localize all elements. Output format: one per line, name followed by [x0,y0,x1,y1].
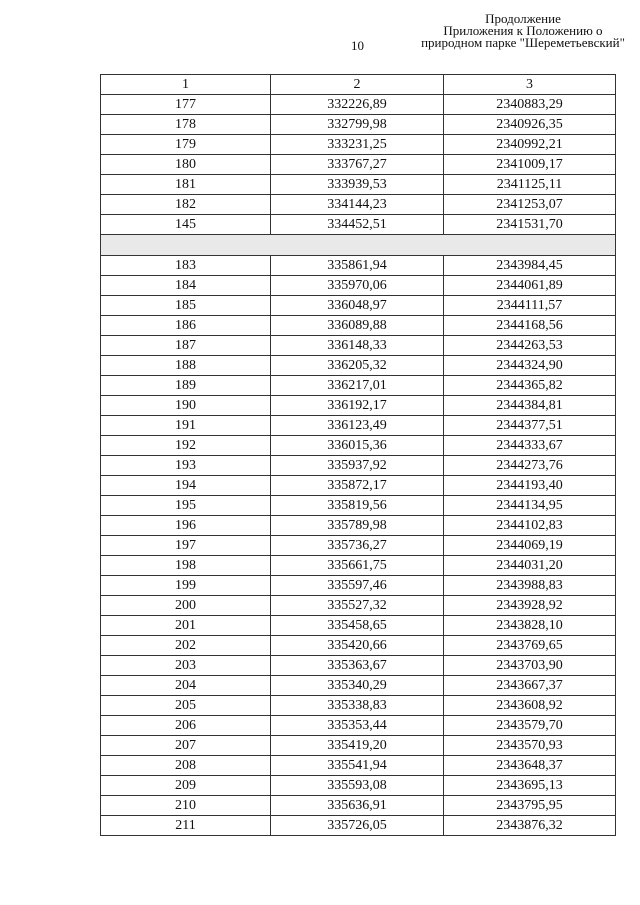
table-row [101,95,616,115]
point-number: 180 [101,155,271,175]
x-coordinate: 335937,92 [271,456,444,476]
table-row [101,276,616,296]
separator-row [101,235,616,256]
y-coordinate: 2341253,07 [444,195,616,215]
y-coordinate: 2340992,21 [444,135,616,155]
x-coordinate: 336205,32 [271,356,444,376]
y-coordinate: 2344324,90 [444,356,616,376]
table-row [101,496,616,516]
y-coordinate: 2344069,19 [444,536,616,556]
y-coordinate: 2343667,37 [444,676,616,696]
y-coordinate: 2341531,70 [444,215,616,235]
table-row [101,316,616,336]
table-row [101,696,616,716]
x-coordinate: 336123,49 [271,416,444,436]
table-row [101,356,616,376]
x-coordinate: 334452,51 [271,215,444,235]
y-coordinate: 2344193,40 [444,476,616,496]
table-row [101,336,616,356]
table-row [101,456,616,476]
table-row [101,376,616,396]
y-coordinate: 2344111,57 [444,296,616,316]
x-coordinate: 332226,89 [271,95,444,115]
y-coordinate: 2344031,20 [444,556,616,576]
y-coordinate: 2343769,65 [444,636,616,656]
y-coordinate: 2343570,93 [444,736,616,756]
column-header-1: 1 [101,75,271,95]
point-number: 201 [101,616,271,636]
y-coordinate: 2344377,51 [444,416,616,436]
point-number: 200 [101,596,271,616]
page-number: 10 [351,38,364,53]
table-row [101,296,616,316]
point-number: 211 [101,816,271,836]
x-coordinate: 335363,67 [271,656,444,676]
table-row [101,636,616,656]
x-coordinate: 335541,94 [271,756,444,776]
y-coordinate: 2340926,35 [444,115,616,135]
y-coordinate: 2344384,81 [444,396,616,416]
y-coordinate: 2344061,89 [444,276,616,296]
table-row [101,776,616,796]
y-coordinate: 2343695,13 [444,776,616,796]
point-number: 195 [101,496,271,516]
y-coordinate: 2344134,95 [444,496,616,516]
y-coordinate: 2341009,17 [444,155,616,175]
x-coordinate: 336015,36 [271,436,444,456]
table-row [101,155,616,175]
point-number: 207 [101,736,271,756]
point-number: 194 [101,476,271,496]
y-coordinate: 2344168,56 [444,316,616,336]
y-coordinate: 2344273,76 [444,456,616,476]
x-coordinate: 336192,17 [271,396,444,416]
y-coordinate: 2341125,11 [444,175,616,195]
point-number: 206 [101,716,271,736]
point-number: 145 [101,215,271,235]
point-number: 187 [101,336,271,356]
x-coordinate: 335661,75 [271,556,444,576]
point-number: 210 [101,796,271,816]
y-coordinate: 2344333,67 [444,436,616,456]
x-coordinate: 335597,46 [271,576,444,596]
table-row [101,596,616,616]
header-line-1: Продолжение [485,11,561,26]
table-row [101,536,616,556]
point-number: 203 [101,656,271,676]
point-number: 191 [101,416,271,436]
table-row [101,135,616,155]
point-number: 184 [101,276,271,296]
x-coordinate: 335970,06 [271,276,444,296]
point-number: 188 [101,356,271,376]
point-number: 197 [101,536,271,556]
table-row [101,616,616,636]
y-coordinate: 2343988,83 [444,576,616,596]
point-number: 202 [101,636,271,656]
point-number: 190 [101,396,271,416]
table-row [101,175,616,195]
x-coordinate: 333231,25 [271,135,444,155]
point-number: 186 [101,316,271,336]
x-coordinate: 335353,44 [271,716,444,736]
x-coordinate: 336048,97 [271,296,444,316]
header-line-2: Приложения к Положению о [443,23,603,38]
x-coordinate: 334144,23 [271,195,444,215]
table-row [101,736,616,756]
x-coordinate: 335819,56 [271,496,444,516]
table-row [101,716,616,736]
y-coordinate: 2343703,90 [444,656,616,676]
point-number: 179 [101,135,271,155]
y-coordinate: 2343579,70 [444,716,616,736]
x-coordinate: 333939,53 [271,175,444,195]
y-coordinate: 2343928,92 [444,596,616,616]
x-coordinate: 335419,20 [271,736,444,756]
y-coordinate: 2343984,45 [444,256,616,276]
table-row [101,756,616,776]
x-coordinate: 335340,29 [271,676,444,696]
table-row [101,195,616,215]
x-coordinate: 335458,65 [271,616,444,636]
point-number: 196 [101,516,271,536]
coordinates-table [100,74,616,836]
table-row [101,115,616,135]
table-row [101,556,616,576]
table-row [101,215,616,235]
table-row [101,516,616,536]
x-coordinate: 335338,83 [271,696,444,716]
point-number: 177 [101,95,271,115]
x-coordinate: 335789,98 [271,516,444,536]
y-coordinate: 2343876,32 [444,816,616,836]
table-row [101,816,616,836]
table-row [101,576,616,596]
table-row [101,796,616,816]
table-row [101,436,616,456]
table-row [101,396,616,416]
x-coordinate: 333767,27 [271,155,444,175]
point-number: 185 [101,296,271,316]
point-number: 209 [101,776,271,796]
point-number: 183 [101,256,271,276]
x-coordinate: 336148,33 [271,336,444,356]
y-coordinate: 2343608,92 [444,696,616,716]
y-coordinate: 2344365,82 [444,376,616,396]
point-number: 208 [101,756,271,776]
point-number: 181 [101,175,271,195]
header-line-3: природном парке "Шереметьевский" [421,35,625,50]
point-number: 199 [101,576,271,596]
table-row [101,656,616,676]
point-number: 204 [101,676,271,696]
x-coordinate: 335736,27 [271,536,444,556]
y-coordinate: 2340883,29 [444,95,616,115]
table-row [101,416,616,436]
column-header-3: 3 [444,75,616,95]
point-number: 193 [101,456,271,476]
continuation-header [414,13,632,49]
point-number: 198 [101,556,271,576]
table-row [101,476,616,496]
x-coordinate: 335593,08 [271,776,444,796]
x-coordinate: 335527,32 [271,596,444,616]
separator-cell [101,235,616,256]
table-row [101,256,616,276]
point-number: 178 [101,115,271,135]
x-coordinate: 335861,94 [271,256,444,276]
x-coordinate: 335726,05 [271,816,444,836]
point-number: 182 [101,195,271,215]
column-header-2: 2 [271,75,444,95]
x-coordinate: 335872,17 [271,476,444,496]
point-number: 205 [101,696,271,716]
x-coordinate: 336217,01 [271,376,444,396]
header-row [101,75,616,95]
x-coordinate: 336089,88 [271,316,444,336]
y-coordinate: 2343828,10 [444,616,616,636]
y-coordinate: 2343795,95 [444,796,616,816]
table-row [101,676,616,696]
x-coordinate: 335420,66 [271,636,444,656]
point-number: 192 [101,436,271,456]
y-coordinate: 2343648,37 [444,756,616,776]
x-coordinate: 335636,91 [271,796,444,816]
x-coordinate: 332799,98 [271,115,444,135]
y-coordinate: 2344102,83 [444,516,616,536]
point-number: 189 [101,376,271,396]
y-coordinate: 2344263,53 [444,336,616,356]
